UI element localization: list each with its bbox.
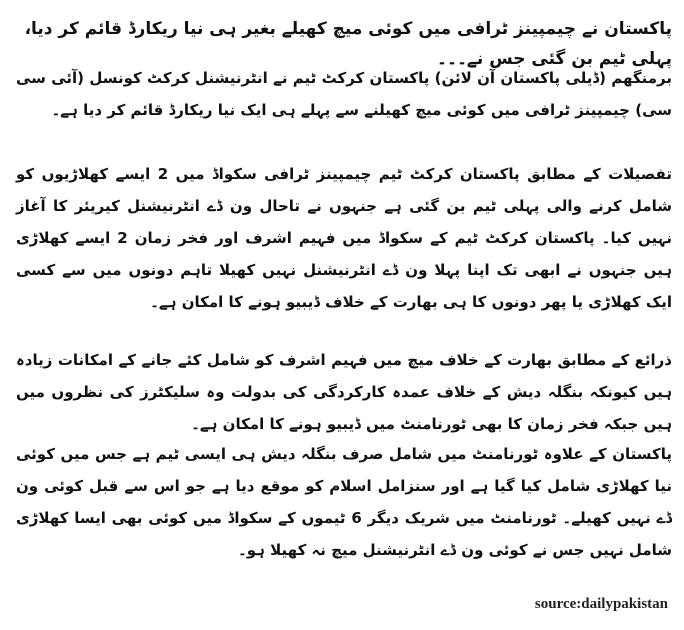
source-credit: source:dailypakistan xyxy=(534,596,668,612)
article-paragraph-2: تفصیلات کے مطابق پاکستان کرکٹ ٹیم چیمپینز ٹرافی سکواڈ میں 2 ایسے کھلاڑیوں کو شامل کرنے والی پہلی ٹیم بن گئی ہے جنہوں نے تاحال ون ڈے انٹرنیشنل کیریئر کا آغاز نہیں کیا۔ پاکستان کرکٹ ٹیم کے سکواڈ میں فہیم اشرف اور فخر زمان 2 ایسے کھلاڑی ہیں جنہوں نے ابھی تک اپنا پہلا ون ڈے انٹرنیشنل نہیں کھیلا تاہم دونوں میں سے کسی ایک کھلاڑی یا پھر دونوں کا ہی بھارت کے خلاف ڈیبیو ہونے کا امکان ہے۔ xyxy=(16,165,673,311)
article xyxy=(16,0,672,630)
article-paragraph-1: برمنگھم (ڈیلی پاکستان آن لائن) پاکستان کرکٹ ٹیم نے انٹرنیشنل کرکٹ کونسل (آئی سی سی) چیمپینز ٹرافی میں کوئی میچ کھیلنے سے پہلے ہی ایک نیا ریکارڈ قائم کر دیا ہے۔ xyxy=(16,69,672,119)
article-paragraph-3: ذرائع کے مطابق بھارت کے خلاف میچ میں فہیم اشرف کو شامل کئے جانے کے امکانات زیادہ ہیں کیونکہ بنگلہ دیش کے خلاف عمدہ کارکردگی کی بدولت وہ سلیکٹرز کی نظروں میں ہیں جبکہ فخر زمان کا بھی ٹورنامنٹ میں ڈیبیو ہونے کا امکان ہے۔ xyxy=(16,351,672,433)
article-paragraph-4: پاکستان کے علاوہ ٹورنامنٹ میں شامل صرف بنگلہ دیش ہی ایسی ٹیم ہے جس میں کوئی نیا کھلاڑی شامل کیا گیا ہے اور سنزامل اسلام کو موقع دیا ہے جو اس سے قبل کوئی ون ڈے نہیں کھیلے۔ ٹورنامنٹ میں شریک دیگر 6 ٹیموں کے سکواڈ میں کوئی بھی ایسا کھلاڑی شامل نہیں جس نے کوئی ون ڈے انٹرنیشنل میچ نہ کھیلا ہو۔ xyxy=(16,445,673,559)
article-headline: پاکستان نے چیمپینز ٹرافی میں کوئی میچ کھیلے بغیر ہی نیا ریکارڈ قائم کر دیا، پہلی ٹیم بن گئی جس نے۔۔۔ xyxy=(24,19,672,69)
